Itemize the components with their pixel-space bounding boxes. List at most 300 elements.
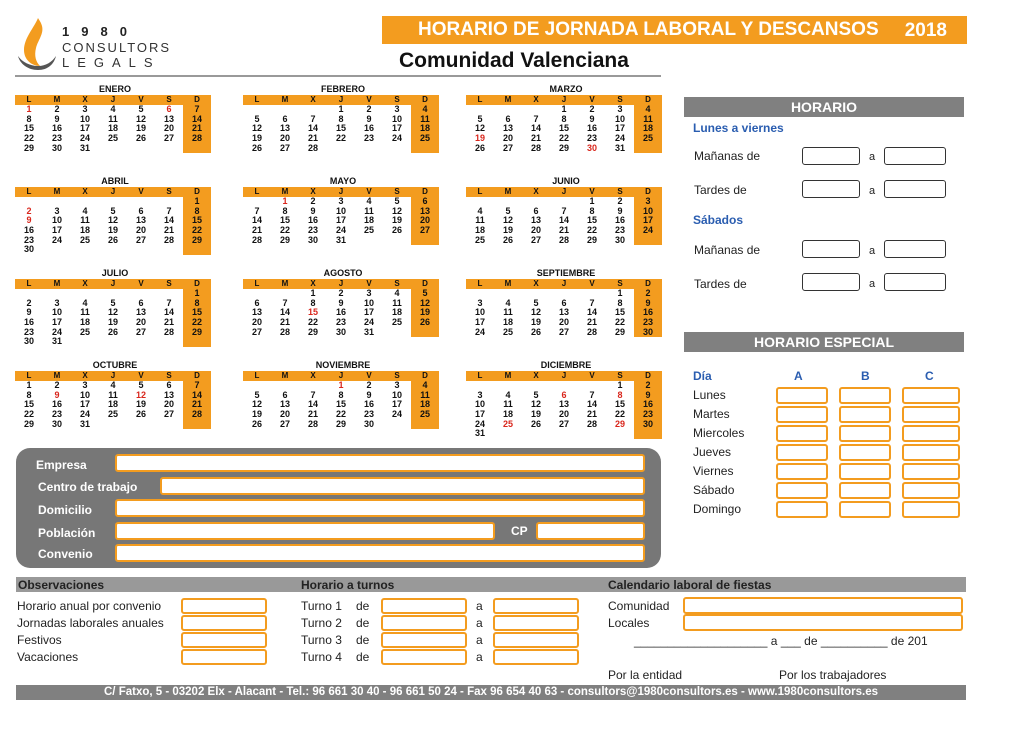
weekday-header: D: [634, 187, 662, 197]
calendar-day: 17: [391, 123, 402, 134]
weekday-header: D: [183, 95, 211, 105]
weekday-header: M: [271, 187, 299, 197]
calendar-day: 29: [183, 236, 211, 246]
calendar-day: 17: [51, 317, 62, 328]
calendar-day: 24: [614, 133, 625, 144]
calendar-day: 30: [307, 234, 318, 245]
calendar-day: 1: [26, 104, 32, 114]
calendar-day: 27: [502, 142, 513, 153]
calendar-day: 29: [335, 418, 346, 429]
weekday-header: V: [127, 187, 155, 197]
especial-day-label: Sábado: [693, 483, 735, 497]
weekday-afternoon-start-field[interactable]: [802, 180, 860, 198]
especial-c-field[interactable]: [902, 482, 960, 499]
calendar-day: 3: [394, 380, 400, 390]
calendar-day: 16: [634, 400, 662, 410]
especial-b-field[interactable]: [839, 482, 891, 499]
month-septiembre: [466, 268, 666, 337]
month-name: MARZO: [549, 84, 583, 94]
calendar-day: 23: [335, 317, 346, 328]
calendar-day: 20: [251, 317, 262, 328]
calendar-day: 13: [558, 399, 569, 410]
calendar-day: 13: [163, 389, 174, 400]
weekday-header: D: [634, 279, 662, 289]
weekday-header: S: [383, 95, 411, 105]
calendar-empty-cell: [606, 429, 634, 439]
calendar-day: 10: [51, 307, 62, 318]
weekday-header: X: [522, 279, 550, 289]
calendar-day: 29: [279, 234, 290, 245]
calendar-day: 20: [135, 225, 146, 236]
calendar-day: 6: [561, 297, 567, 308]
poblacion-field[interactable]: [115, 522, 495, 540]
calendar-day: 1: [26, 380, 32, 390]
especial-c-field[interactable]: [902, 463, 960, 480]
observacion-field[interactable]: [181, 598, 267, 614]
calendar-day: 19: [251, 133, 262, 144]
especial-a-field[interactable]: [776, 501, 828, 518]
observacion-label: Vacaciones: [17, 650, 79, 664]
calendar-day: 9: [366, 389, 372, 400]
calendar-day: 26: [530, 418, 541, 429]
saturdays-label: Sábados: [693, 213, 744, 227]
weekday-header: X: [71, 371, 99, 381]
calendar-day: 16: [634, 308, 662, 318]
month-octubre: [15, 360, 215, 429]
turno-start-field[interactable]: [381, 632, 467, 648]
calendar-day: 25: [634, 134, 662, 144]
calendar-day: 30: [51, 142, 62, 153]
calendar-day: 1: [589, 196, 595, 206]
calendar-day: 12: [135, 113, 146, 124]
especial-c-field[interactable]: [902, 387, 960, 404]
calendar-day: 17: [79, 123, 90, 134]
observacion-label: Jornadas laborales anuales: [17, 616, 164, 630]
observacion-field[interactable]: [181, 615, 267, 631]
especial-c-field[interactable]: [902, 406, 960, 423]
calendar-day: 28: [183, 410, 211, 420]
weekday-morning-start-field[interactable]: [802, 147, 860, 165]
year-label: 2018: [904, 20, 947, 41]
calendar-day: 18: [79, 317, 90, 328]
fiestas-title: Calendario laboral de fiestas: [608, 578, 772, 592]
calendar-empty-cell: [99, 420, 127, 430]
saturday-afternoon-end-field[interactable]: [884, 273, 946, 291]
observacion-field[interactable]: [181, 632, 267, 648]
cp-field[interactable]: [536, 522, 645, 540]
calendar-day: 16: [586, 123, 597, 134]
calendar-day: 8: [561, 113, 567, 124]
turno-start-field[interactable]: [381, 598, 467, 614]
calendar-day: 10: [335, 205, 346, 216]
calendar-day: 31: [335, 234, 346, 245]
calendar-day: 21: [163, 317, 174, 328]
calendar-day: 11: [503, 307, 513, 318]
calendar-day: 9: [54, 113, 60, 124]
calendar-day: 13: [502, 123, 513, 134]
calendar-day: 8: [617, 297, 623, 308]
calendar-day: 3: [477, 297, 483, 308]
calendar-day: 1: [282, 196, 288, 206]
especial-a-field[interactable]: [776, 482, 828, 499]
calendar-day: 19: [391, 215, 402, 226]
calendar-empty-cell: [411, 328, 439, 338]
calendar-day: 18: [502, 317, 513, 328]
month-febrero: [243, 84, 443, 153]
calendar-day: 22: [614, 409, 625, 420]
centro-label: Centro de trabajo: [38, 480, 138, 494]
calendar-day: 9: [26, 215, 32, 226]
calendar-day: 26: [135, 133, 146, 144]
calendar-day: 23: [363, 409, 374, 420]
calendar-day: 20: [558, 409, 569, 420]
calendar-day: 11: [80, 215, 90, 226]
calendar-day: 20: [279, 409, 290, 420]
observaciones-title: Observaciones: [18, 578, 105, 592]
weekday-header: M: [271, 279, 299, 289]
calendar-empty-cell: [155, 337, 183, 347]
date-line: ____________________ a ___ de __________ de 201: [634, 634, 928, 648]
calendar-day: 28: [279, 326, 290, 337]
calendar-empty-cell: [383, 420, 411, 430]
calendar-day: 6: [411, 197, 439, 207]
turno-start-field[interactable]: [381, 615, 467, 631]
weekday-header: J: [99, 95, 127, 105]
calendar-day: 10: [634, 207, 662, 217]
calendar-day: 15: [614, 307, 625, 318]
calendar-day: 9: [617, 205, 623, 216]
calendar-day: 21: [251, 225, 262, 236]
turno-end-field[interactable]: [493, 649, 579, 665]
calendar-day: 3: [366, 288, 372, 298]
bottom-sections-bar: [16, 577, 966, 592]
especial-b-field[interactable]: [839, 463, 891, 480]
calendar-day: 12: [107, 307, 118, 318]
calendar-day: 24: [363, 317, 374, 328]
especial-a-field[interactable]: [776, 387, 828, 404]
calendar-day: 29: [614, 326, 625, 337]
calendar-empty-cell: [99, 337, 127, 347]
cp-label: CP: [511, 524, 528, 538]
weekday-header: M: [43, 95, 71, 105]
weekday-header: V: [355, 279, 383, 289]
calendar-day: 15: [307, 307, 318, 318]
weekday-header: D: [411, 95, 439, 105]
weekdays-label: Lunes a viernes: [693, 121, 784, 135]
weekday-header: X: [522, 95, 550, 105]
de-label: de: [356, 616, 370, 630]
calendar-day: 10: [391, 113, 402, 124]
calendar-day: 2: [338, 288, 344, 298]
calendar-day: 19: [530, 409, 541, 420]
calendar-day: 15: [586, 215, 597, 226]
calendar-empty-cell: [127, 245, 155, 255]
turno-start-field[interactable]: [381, 649, 467, 665]
especial-day-label: Domingo: [693, 502, 742, 516]
especial-a-field[interactable]: [776, 463, 828, 480]
especial-a-field[interactable]: [776, 406, 828, 423]
a-label: a: [476, 633, 483, 647]
weekday-header: D: [411, 187, 439, 197]
horario-title: HORARIO: [684, 97, 964, 117]
observacion-field[interactable]: [181, 649, 267, 665]
especial-b-field[interactable]: [839, 501, 891, 518]
calendar-day: 7: [533, 113, 539, 124]
month-agosto: [243, 268, 443, 337]
calendar-day: 24: [391, 133, 402, 144]
weekday-header: M: [494, 279, 522, 289]
calendar-day: 8: [183, 207, 211, 217]
weekday-header: J: [550, 187, 578, 197]
calendar-day: 14: [163, 215, 174, 226]
especial-b-field[interactable]: [839, 406, 891, 423]
weekday-header: V: [578, 187, 606, 197]
divider: [15, 75, 661, 77]
calendar-day: 4: [477, 205, 483, 216]
month-name: JULIO: [101, 268, 129, 278]
logo-numbers: 1980: [62, 24, 139, 39]
calendar-day: 21: [183, 400, 211, 410]
calendar-empty-cell: [522, 429, 550, 439]
especial-b-field[interactable]: [839, 425, 891, 442]
calendar-day: 17: [363, 307, 374, 318]
calendar-day: 9: [310, 205, 316, 216]
calendar-day: 24: [474, 326, 485, 337]
calendar-day: 16: [335, 307, 346, 318]
weekday-header: V: [127, 95, 155, 105]
weekday-mornings-label: Mañanas de: [694, 149, 761, 163]
weekday-header: M: [43, 187, 71, 197]
month-name: ENERO: [98, 84, 131, 94]
locales-field[interactable]: [683, 614, 963, 631]
calendar-empty-cell: [355, 144, 383, 154]
especial-a-field[interactable]: [776, 444, 828, 461]
weekday-header: M: [43, 279, 71, 289]
calendar-day: 14: [558, 215, 569, 226]
especial-c-field[interactable]: [902, 501, 960, 518]
calendar-empty-cell: [383, 144, 411, 154]
logo-flame-icon: [14, 16, 58, 72]
weekday-header: V: [127, 279, 155, 289]
comunidad-field[interactable]: [683, 597, 963, 614]
month-noviembre: [243, 360, 443, 429]
weekday-header: J: [327, 187, 355, 197]
calendar-day: 1: [338, 380, 344, 390]
weekday-header: J: [327, 371, 355, 381]
calendar-day: 4: [394, 288, 400, 298]
calendar-day: 23: [586, 133, 597, 144]
weekday-header: V: [355, 371, 383, 381]
calendar-day: 22: [335, 133, 346, 144]
calendar-day: 22: [23, 409, 34, 420]
calendar-day: 23: [363, 133, 374, 144]
calendar-day: 11: [411, 115, 439, 125]
calendar-day: 5: [254, 389, 260, 400]
calendar-day: 22: [586, 225, 597, 236]
saturday-afternoon-start-field[interactable]: [802, 273, 860, 291]
calendar-day: 20: [502, 133, 513, 144]
calendar-day: 27: [558, 326, 569, 337]
calendar-day: 18: [502, 409, 513, 420]
calendar-day: 21: [307, 133, 318, 144]
calendar-day: 3: [82, 380, 88, 390]
calendar-day: 27: [558, 418, 569, 429]
calendar-day: 3: [54, 297, 60, 308]
calendar-day: 7: [254, 205, 260, 216]
calendar-day: 12: [107, 215, 118, 226]
turno-end-field[interactable]: [493, 615, 579, 631]
calendar-day: 26: [107, 234, 118, 245]
especial-c-field[interactable]: [902, 444, 960, 461]
calendar-day: 5: [138, 380, 144, 390]
calendar-day: 27: [251, 326, 262, 337]
calendar-day: 6: [166, 104, 172, 114]
calendar-day: 25: [79, 234, 90, 245]
calendar-day: 18: [474, 225, 485, 236]
calendar-day: 17: [391, 399, 402, 410]
calendar-day: 20: [135, 317, 146, 328]
calendar-day: 26: [251, 418, 262, 429]
de-label: de: [356, 650, 370, 664]
weekday-header: X: [71, 187, 99, 197]
calendar-day: 28: [183, 134, 211, 144]
calendar-day: 7: [310, 113, 316, 124]
weekday-morning-end-field[interactable]: [884, 147, 946, 165]
especial-c-field[interactable]: [902, 425, 960, 442]
calendar-day: 16: [307, 215, 318, 226]
calendar-day: 29: [23, 142, 34, 153]
calendar-day: 31: [474, 428, 485, 439]
calendar-day: 6: [282, 389, 288, 400]
calendar-empty-cell: [494, 429, 522, 439]
calendar-day: 15: [335, 123, 346, 134]
calendar-day: 22: [307, 317, 318, 328]
calendar-day: 9: [338, 297, 344, 308]
calendar-day: 21: [586, 409, 597, 420]
calendar-day: 5: [138, 104, 144, 114]
weekday-header: L: [243, 371, 271, 381]
weekday-header: L: [466, 187, 494, 197]
weekday-header: V: [578, 371, 606, 381]
weekday-header: L: [15, 371, 43, 381]
calendar-day: 8: [183, 299, 211, 309]
calendar-day: 16: [614, 215, 625, 226]
calendar-empty-cell: [71, 245, 99, 255]
weekday-header: S: [155, 95, 183, 105]
calendar-day: 13: [135, 307, 146, 318]
calendar-day: 2: [634, 289, 662, 299]
calendar-day: 27: [530, 234, 541, 245]
centro-field[interactable]: [160, 477, 645, 495]
weekday-header: M: [494, 187, 522, 197]
calendar-day: 30: [634, 328, 662, 338]
convenio-field[interactable]: [115, 544, 645, 562]
calendar-day: 14: [530, 123, 541, 134]
calendar-day: 15: [335, 399, 346, 410]
calendar-empty-cell: [634, 429, 662, 439]
weekday-header: D: [411, 279, 439, 289]
calendar-day: 8: [282, 205, 288, 216]
calendar-day: 3: [477, 389, 483, 400]
weekday-header: J: [99, 187, 127, 197]
calendar-day: 7: [166, 297, 172, 308]
especial-a-field[interactable]: [776, 425, 828, 442]
turno-end-field[interactable]: [493, 632, 579, 648]
calendar-day: 21: [183, 124, 211, 134]
calendar-day: 5: [411, 289, 439, 299]
calendar-day: 18: [411, 124, 439, 134]
calendar-day: 13: [279, 399, 290, 410]
weekday-header: D: [183, 371, 211, 381]
calendar-day: 22: [183, 226, 211, 236]
weekday-header: S: [155, 279, 183, 289]
calendar-day: 28: [307, 142, 318, 153]
especial-day-label: Lunes: [693, 388, 726, 402]
calendar-empty-cell: [411, 144, 439, 154]
weekday-header: J: [550, 95, 578, 105]
calendar-day: 14: [251, 215, 262, 226]
empresa-field[interactable]: [115, 454, 645, 472]
calendar-empty-cell: [127, 144, 155, 154]
calendar-day: 16: [363, 123, 374, 134]
especial-b-field[interactable]: [839, 387, 891, 404]
calendar-day: 6: [254, 297, 260, 308]
saturday-morning-start-field[interactable]: [802, 240, 860, 258]
day-header: Día: [693, 369, 712, 383]
to-label: a: [869, 185, 876, 197]
calendar-day: 22: [23, 133, 34, 144]
calendar-day: 31: [79, 142, 90, 153]
saturday-morning-end-field[interactable]: [884, 240, 946, 258]
calendar-empty-cell: [183, 420, 211, 430]
calendar-day: 12: [411, 299, 439, 309]
calendar-day: 7: [183, 105, 211, 115]
calendar-day: 15: [183, 308, 211, 318]
calendar-day: 8: [26, 113, 32, 124]
month-name: JUNIO: [552, 176, 580, 186]
weekday-afternoon-end-field[interactable]: [884, 180, 946, 198]
weekday-header: S: [606, 371, 634, 381]
calendar-empty-cell: [327, 144, 355, 154]
calendar-day: 23: [634, 318, 662, 328]
domicilio-field[interactable]: [115, 499, 645, 517]
turno-label: Turno 3: [301, 633, 342, 647]
to-label: a: [869, 245, 876, 257]
turno-end-field[interactable]: [493, 598, 579, 614]
weekday-header: D: [634, 371, 662, 381]
weekday-header: J: [99, 371, 127, 381]
calendar-day: 19: [502, 225, 513, 236]
calendar-day: 18: [107, 123, 118, 134]
turno-label: Turno 1: [301, 599, 342, 613]
calendar-day: 19: [474, 133, 485, 144]
calendar-day: 25: [391, 317, 402, 328]
calendar-day: 11: [108, 389, 118, 400]
calendar-empty-cell: [183, 245, 211, 255]
especial-b-field[interactable]: [839, 444, 891, 461]
calendar-day: 23: [614, 225, 625, 236]
calendar-day: 29: [558, 142, 569, 153]
calendar-day: 13: [279, 123, 290, 134]
calendar-day: 4: [82, 297, 88, 308]
calendar-day: 14: [163, 307, 174, 318]
calendar-day: 30: [335, 326, 346, 337]
calendar-day: 13: [411, 207, 439, 217]
calendar-day: 6: [138, 297, 144, 308]
calendar-day: 17: [335, 215, 346, 226]
weekday-header: S: [383, 371, 411, 381]
weekday-header: S: [606, 95, 634, 105]
